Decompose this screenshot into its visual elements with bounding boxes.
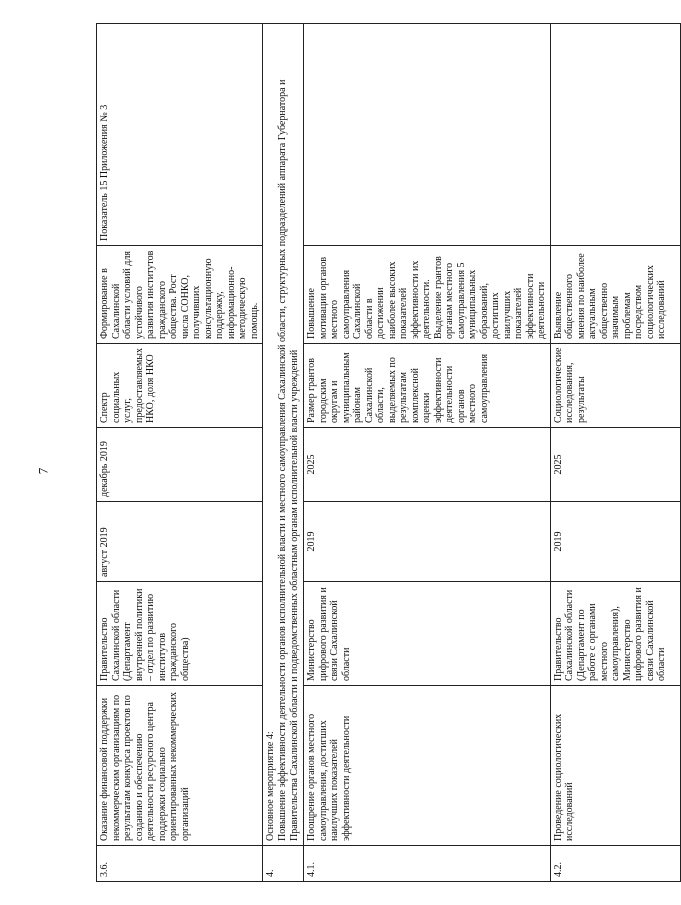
indicator: Социологические исследования, результаты bbox=[550, 344, 680, 428]
page-number: 7 bbox=[35, 467, 51, 475]
link-to-indicator: Показатель 15 Приложения № 3 bbox=[97, 24, 263, 246]
end-date: 2025 bbox=[550, 428, 680, 502]
link-to-indicator bbox=[550, 24, 680, 246]
row-number: 4.1. bbox=[304, 846, 551, 882]
indicator: Спектр социальных услуг, предоставляемых НКО, доля НКО bbox=[97, 344, 263, 428]
end-date: декабрь 2019 bbox=[97, 428, 263, 502]
main-measure-heading bbox=[263, 24, 304, 846]
link-to-indicator bbox=[304, 24, 551, 246]
executor: Правительство Сахалинской области (Департамент по работе с органами местного самоуправления), Министерство цифрового развития и связи Сахалинской области bbox=[550, 582, 680, 686]
start-date: 2019 bbox=[550, 502, 680, 582]
table-row bbox=[550, 24, 680, 882]
main-measure-title: Основное мероприятие 4: bbox=[265, 731, 276, 841]
executor: Министерство цифрового развития и связи Сахалинской области bbox=[304, 582, 551, 686]
row-number: 4.2. bbox=[550, 846, 680, 882]
expected-result: Формирование в Сахалинской области условий для устойчивого развития институтов гражданского общества. Рост числа СОНКО, получивших консультационную поддержку, информационно-методическую помощь. bbox=[97, 246, 263, 344]
measure-name: Проведение социологических исследований bbox=[550, 686, 680, 846]
rotated-table-container bbox=[96, 24, 667, 882]
expected-result: Выявление общественного мнения по наиболее актуальным общественно значимым проблемам посредством социологических исследований bbox=[550, 246, 680, 344]
measures-table bbox=[96, 23, 681, 882]
end-date: 2025 bbox=[304, 428, 551, 502]
row-number: 4. bbox=[263, 846, 304, 882]
table-row bbox=[304, 24, 551, 882]
row-number: 3.6. bbox=[97, 846, 263, 882]
measure-name: Оказание финансовой поддержки некоммерческим организациям по результатам конкурса проектов по созданию и обеспечению деятельности ресурсного центра поддержки социально ориентированных некоммерческих организаций bbox=[97, 686, 263, 846]
main-measure-description: Повышение эффективности деятельности органов исполнительной власти и местного самоуправления Сахалинской области, структурных подразделений аппарата Губернатора и Правительства Сахалинской области и подведомственных областным органам исполнительной власти учреждений bbox=[277, 79, 300, 841]
expected-result: Повышение мотивации органов местного самоуправления Сахалинской области в достижении наиболее высоких показателей эффективности их деятельности. Выделение грантов органам местного самоуправления 5 муниципальных образований, достигших наилучших показателей эффективности деятельности bbox=[304, 246, 551, 344]
start-date: 2019 bbox=[304, 502, 551, 582]
table-row bbox=[263, 24, 304, 882]
start-date: август 2019 bbox=[97, 502, 263, 582]
measure-name: Поощрение органов местного самоуправления, достигших наилучших показателей эффективности деятельности bbox=[304, 686, 551, 846]
indicator: Размер грантов городским округам и муниципальным районам Сахалинской области, выделяемых по результатам комплексной оценки эффективности деятельности органов местного самоуправления bbox=[304, 344, 551, 428]
executor: Правительство Сахалинской области (Департамент внутренней политики – отдел по развитию институтов гражданского общества) bbox=[97, 582, 263, 686]
table-row bbox=[97, 24, 263, 882]
